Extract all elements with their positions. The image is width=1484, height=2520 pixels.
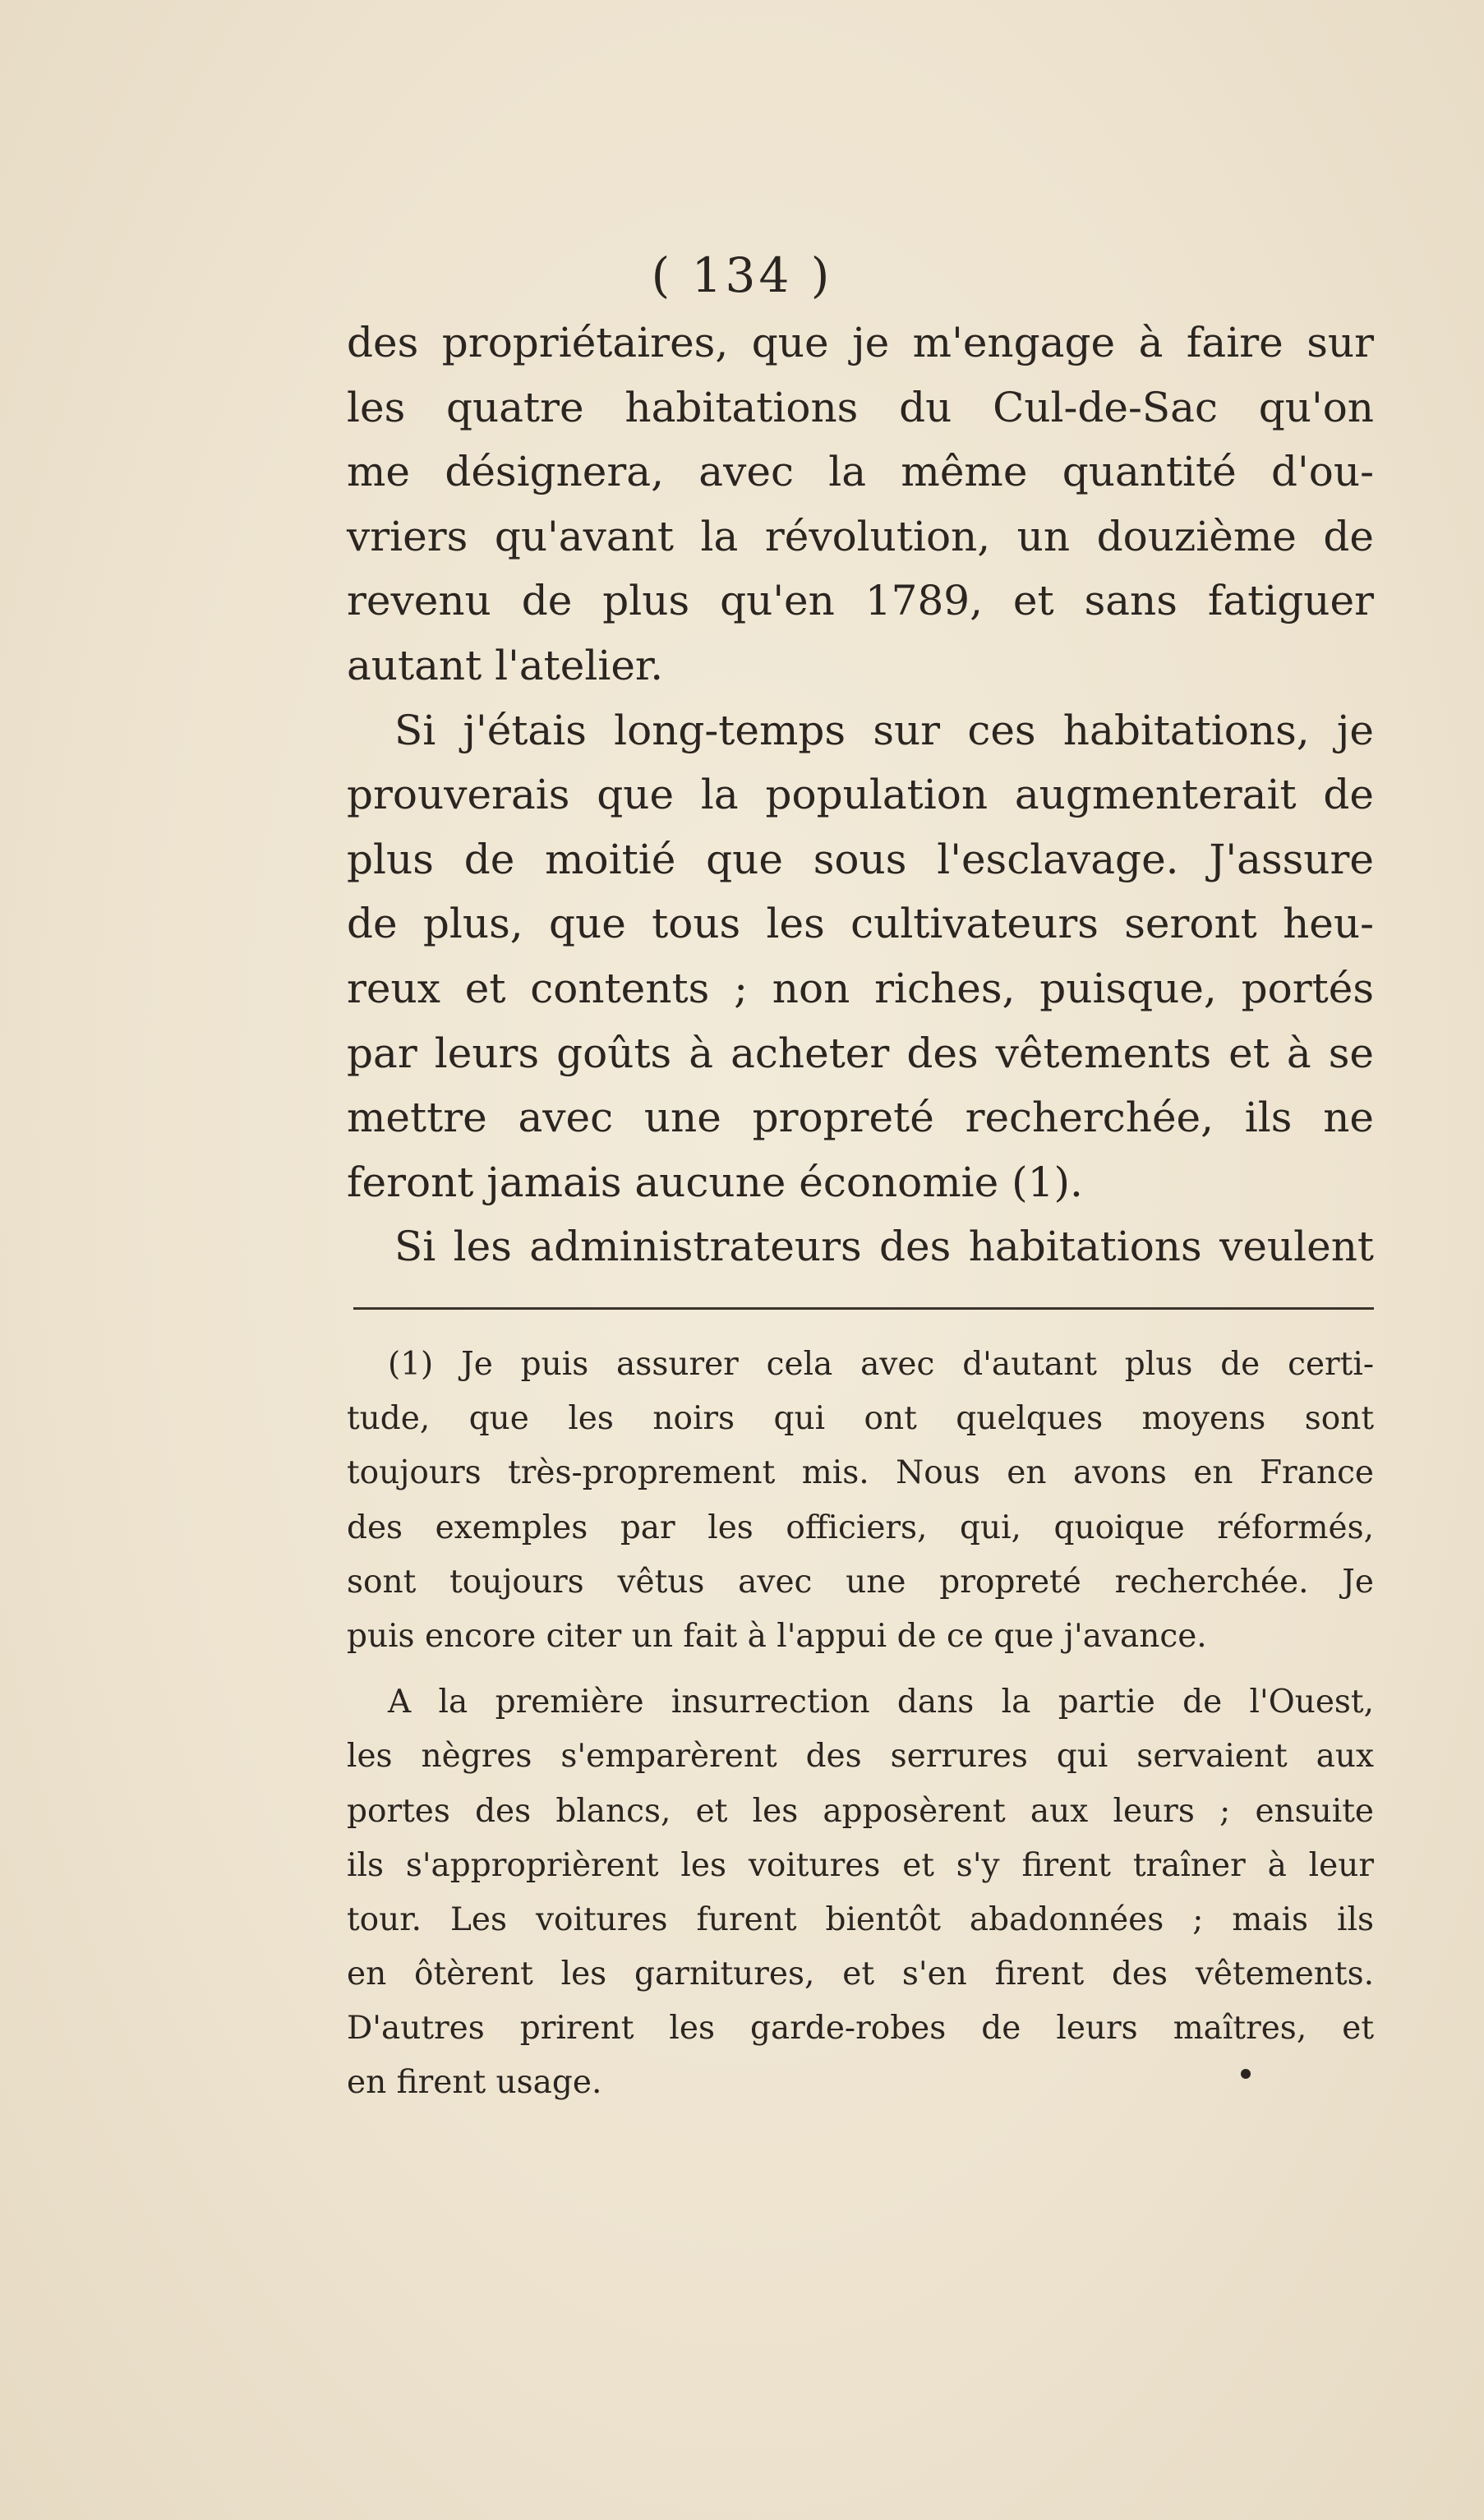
footnote-line: les nègres s'emparèrent des serrures qui servaient aux [347,1738,1374,1776]
body-line: autant l'atelier. [347,641,664,689]
body-line: Si les administrateurs des habitations veulent [394,1223,1374,1271]
body-line: reux et contents ; non riches, puisque, portés [347,964,1374,1012]
page-number: ( 134 ) [651,247,833,303]
body-line: vriers qu'avant la révolution, un douzième de [347,512,1374,560]
body-line: par leurs goûts à acheter des vêtements et à se [347,1029,1374,1077]
body-line: les quatre habitations du Cul-de-Sac qu'on [347,383,1374,431]
body-line: me désignera, avec la même quantité d'ou- [347,448,1374,496]
footnote-line: ils s'approprièrent les voitures et s'y firent traîner à leur [347,1846,1374,1884]
footnote-line: A la première insurrection dans la partie de l'Ouest, [388,1684,1374,1721]
footnote-paragraph-gap [347,1664,1374,1675]
body-line: revenu de plus qu'en 1789, et sans fatiguer [347,577,1374,625]
body-line: plus de moitié que sous l'esclavage. J'assure [347,835,1374,883]
footnote-line: puis encore citer un fait à l'appui de ce que j'avance. [347,1617,1207,1655]
footnote-separator-rule [353,1307,1374,1310]
footnote-line: des exemples par les officiers, qui, quoique réformés, [347,1509,1374,1546]
footnote-line: D'autres prirent les garde-robes de leurs maîtres, et [347,2010,1374,2048]
body-line: des propriétaires, que je m'engage à faire sur [347,319,1374,366]
ink-blot [1241,2069,1251,2079]
body-line: Si j'étais long-temps sur ces habitations, je [394,706,1374,754]
footnote-line: sont toujours vêtus avec une propreté recherchée. Je [347,1563,1374,1601]
body-line: de plus, que tous les cultivateurs seront heu- [347,900,1374,948]
footnote-line: (1) Je puis assurer cela avec d'autant plus de certi- [388,1346,1374,1383]
footnote-line: toujours très-proprement mis. Nous en avons en France [347,1454,1374,1492]
footnote-line: en ôtèrent les garnitures, et s'en firent des vêtements. [347,1956,1374,1993]
body-line: prouverais que la population augmenterait de [347,771,1374,819]
footnote-line: tour. Les voitures furent bientôt abadonnées ; mais ils [347,1900,1374,1938]
body-line: mettre avec une propreté recherchée, ils ne [347,1094,1374,1142]
main-text-block [347,311,1374,1279]
body-line: feront jamais aucune économie (1). [347,1158,1083,1206]
footnote-line: portes des blancs, et les apposèrent aux leurs ; ensuite [347,1792,1374,1830]
footnote-line: tude, que les noirs qui ont quelques moyens sont [347,1400,1374,1438]
footnote-line: en firent usage. [347,2064,602,2102]
footnote-block [347,1338,1374,2111]
